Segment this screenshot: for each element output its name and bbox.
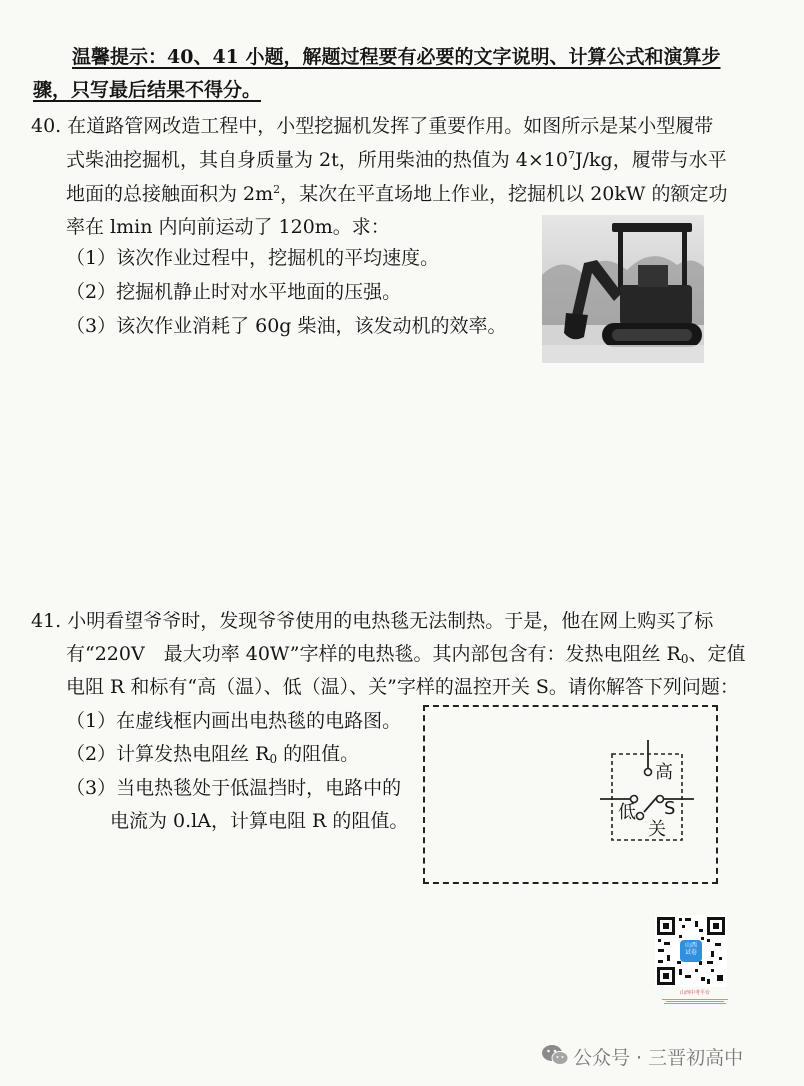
temperature-switch-diagram [596, 738, 696, 848]
q40-line-1: 40. 在道路管网改造工程中，小型挖掘机发挥了重要作用。如图所示是某小型履带 [31, 115, 714, 137]
q41-sub-2: （2）计算发热电阻丝 $R_0$ 的阻值。 [66, 743, 360, 766]
wechat-icon [541, 1043, 569, 1067]
q41-sub-1: （1）在虚线框内画出电热毯的电路图。 [66, 710, 402, 732]
q41-line-1: 41. 小明看望爷爷时，发现爷爷使用的电热毯无法制热。于是，他在网上购买了标 [31, 610, 714, 632]
q40-sub-1: （1）该次作业过程中，挖掘机的平均速度。 [66, 247, 440, 269]
q41-line-2: 有“220V 最大功率 40W”字样的电热毯。其内部包含有：发热电阻丝 $R_0$、定值 [66, 643, 746, 666]
footer-source: 公众号 · 三晋初高中 [573, 1047, 744, 1069]
q40-line-3: 地面的总接触面积为 $2m^2$，某次在平直场地上作业，挖掘机以 20kW 的额定功 [66, 183, 728, 205]
q40-line-4: 率在 lmin 内向前运动了 120m。求： [66, 216, 390, 238]
q40-sub-3: （3）该次作业消耗了 60g 柴油，该发动机的效率。 [66, 315, 507, 337]
tip-line-2: 骤，只写最后结果不得分。 [33, 79, 262, 101]
q40-sub-2: （2）挖掘机静止时对水平地面的压强。 [66, 281, 402, 303]
switch-label-s: S [664, 798, 676, 819]
switch-label-high: 高 [655, 762, 673, 783]
switch-label-off: 关 [648, 819, 666, 840]
q41-sub-3a: （3）当电热毯处于低温挡时，电路中的 [66, 777, 402, 799]
q41-line-3: 电阻 R 和标有“高（温）、低（温）、关”字样的温控开关 S。请你解答下列问题： [66, 676, 739, 698]
q41-sub-3b: 电流为 0.lA，计算电阻 R 的阻值。 [110, 810, 409, 832]
excavator-photo [542, 215, 704, 363]
tip-line-1: 温馨提示：40、41 小题，解题过程要有必要的文字说明、计算公式和演算步 [72, 46, 721, 68]
switch-label-low: 低 [618, 802, 636, 823]
q40-line-2: 式柴油挖掘机，其自身质量为 2t，所用柴油的热值为 $4\times 10^7J/kg$，履带与水平 [66, 149, 727, 171]
qr-badge-text: 山西 试卷 [684, 942, 697, 956]
qr-caption: 山西中考平台 [679, 990, 710, 996]
qr-caption-fine-print [662, 998, 728, 1006]
